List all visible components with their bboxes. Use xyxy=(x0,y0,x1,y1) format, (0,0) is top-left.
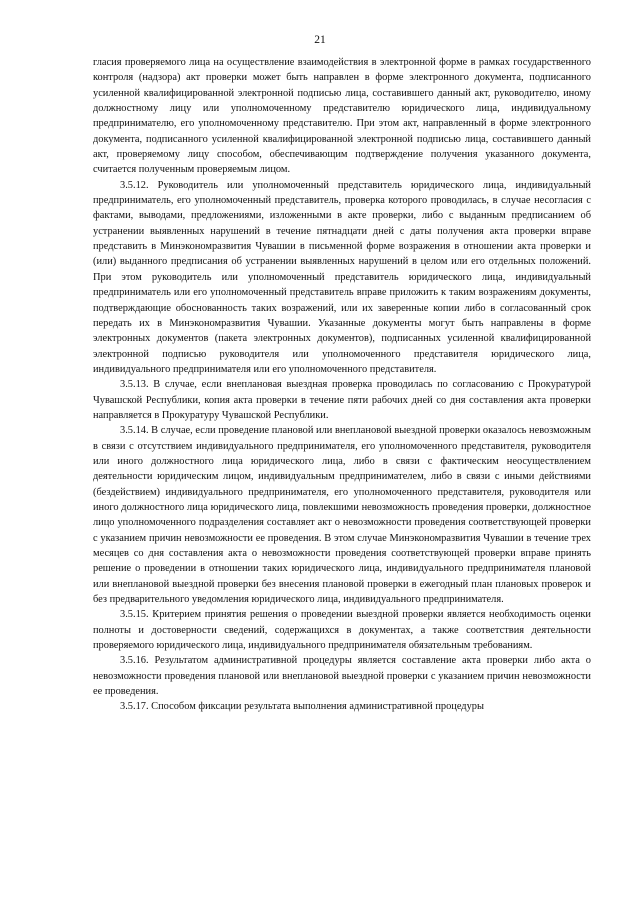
paragraph-3-5-17: 3.5.17. Способом фиксации результата выполнения административной процедуры xyxy=(120,701,484,713)
paragraph-3-5-14: 3.5.14. В случае, если проведение плановой или внеплановой выездной проверки оказалось невозможным в связи с отсутствием индивидуального предпринимателя, его уполномоченного представителя, руководителя или иного должностного лица юридического лица, либо в связи с фактическим неосуществлением деятельности юридическим лицом, индивидуальным предпринимателем, либо в связи с иными действиями (бездействием) индивидуального предпринимателя, его уполномоченного представителя, руководителя или иного должностного лица юридического лица, повлекшими невозможность проведения проверки, должностное лицо уполномоченного подразделения составляет акт о невозможности проведения соответствующей проверки с указанием причин невозможности ее проведения. В этом случае Минэкономразвития Чувашии в течение трех месяцев со дня составления акта о невозможности проведения соответствующей проверки вправе принять решение о проведении в отношении таких юридического лица, индивидуального предпринимателя плановой или внеплановой выездной проверки без внесения плановой проверки в ежегодный план плановых проверок и без предварительного уведомления юридического лица, индивидуального предпринимателя. xyxy=(93,425,591,606)
document-body xyxy=(93,55,591,715)
paragraph-3-5-12: 3.5.12. Руководитель или уполномоченный представитель юридического лица, индивидуальный предприниматель, его уполномоченный представитель, проверка которого проводилась, в случае несогласия с фактами, выводами, предложениями, изложенными в акте проверки, либо с выданным предписанием об устранении выявленных нарушений в течение пятнадцати дней с даты получения акта проверки вправе представить в Минэкономразвития Чувашии в письменной форме возражения в отношении акта проверки и (или) выданного предписания об устранении выявленных нарушений в целом или его отдельных положений. При этом руководитель или уполномоченный представитель юридического лица, индивидуальный предприниматель или его уполномоченный представитель вправе приложить к таким возражениям документы, подтверждающие обоснованность таких возражений, или их заверенные копии либо в согласованный срок передать их в Минэкономразвития Чувашии. Указанные документы могут быть направлены в форме электронных документов (пакета электронных документов), подписанных усиленной квалифицированной электронной подписью руководителя или уполномоченного представителя юридического лица, индивидуального предпринимателя или его уполномоченного представителя. xyxy=(93,179,591,375)
paragraph-3-5-15: 3.5.15. Критерием принятия решения о проведении выездной проверки является необходимость оценки полноты и достоверности сведений, содержащихся в документах, а также соответствия деятельности проверяемого юридического лица, индивидуального предпринимателя обязательным требованиям. xyxy=(93,609,591,652)
paragraph-continuation: гласия проверяемого лица на осуществление взаимодействия в электронной форме в рамках государственного контроля (надзора) акт проверки может быть направлен в форме электронного документа, подписанного усиленной квалифицированной электронной подписью лица, составившего данный акт, руководителю, иному должностному лицу или уполномоченному представителю юридического лица, индивидуальному предпринимателю, его уполномоченному представителю. При этом акт, направленный в форме электронного документа, подписанного усиленной квалифицированной электронной подписью лица, составившего данный акт, проверяемому лицу способом, обеспечивающим подтверждение получения указанного документа, считается полученным проверяемым лицом. xyxy=(93,57,591,176)
paragraph-3-5-16: 3.5.16. Результатом административной процедуры является составление акта проверки либо акта о невозможности проведения плановой или внеплановой выездной проверки с указанием причин невозможности ее проведения. xyxy=(93,655,591,698)
page-number: 21 xyxy=(314,34,326,46)
paragraph-3-5-13: 3.5.13. В случае, если внеплановая выездная проверка проводилась по согласованию с Прокуратурой Чувашской Республики, копия акта проверки в течение пяти рабочих дней со дня составления акта проверки направляется в Прокуратуру Чувашской Республики. xyxy=(93,379,591,421)
